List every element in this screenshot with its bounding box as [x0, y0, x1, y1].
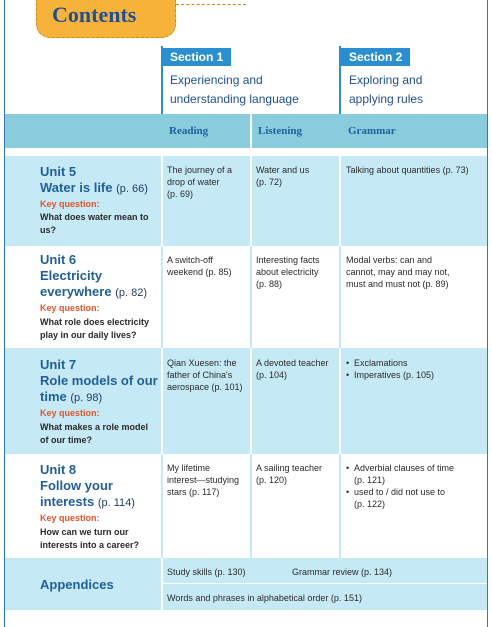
unit6-name-text: everywhere — [40, 284, 112, 299]
unit8-page: (p. 114) — [97, 497, 135, 509]
unit7-reading — [167, 357, 243, 393]
unit7-key-question-line1: What makes a role model — [40, 422, 149, 432]
unit7-listening-line: (p. 104) — [256, 370, 288, 380]
column-listening: Listening — [258, 125, 303, 137]
unit6-number: Unit 6 — [40, 252, 77, 267]
column-header-band — [5, 114, 487, 148]
unit5-grammar — [346, 164, 469, 176]
decorative-dashed-line — [176, 4, 246, 5]
unit8-key-question-line1: How can we turn our — [40, 527, 129, 537]
unit7-number: Unit 7 — [40, 357, 77, 372]
unit7-reading-line: father of China's — [167, 370, 233, 380]
unit5-reading — [167, 164, 232, 200]
unit5-page: (p. 66) — [116, 183, 148, 195]
unit5-reading-line: (p. 69) — [167, 189, 194, 199]
unit7-listening-line: A devoted teacher — [256, 358, 329, 368]
unit6-listening-line: about electricity — [256, 267, 319, 277]
appendix-grammar-review: Grammar review (p. 134) — [292, 567, 393, 577]
unit8-key-question-line2: interests into a career? — [40, 540, 140, 550]
unit7-page: (p. 98) — [70, 392, 103, 404]
unit5-listening-line: (p. 72) — [256, 177, 283, 187]
list-item-text: (p. 122) — [354, 499, 386, 509]
unit8-grammar-list — [346, 462, 454, 510]
unit8-reading-line: stars (p. 117) — [167, 487, 220, 497]
unit7-name-text: time — [40, 389, 67, 404]
row-separator — [161, 558, 163, 610]
unit8-name-line1: Follow your — [40, 478, 113, 493]
unit5-reading-line: drop of water — [167, 177, 220, 187]
unit7-name-line1: Role models of our — [40, 373, 158, 388]
unit6-reading-line: A switch-off — [167, 255, 213, 265]
unit7-reading-line: aerospace (p. 101) — [167, 382, 243, 392]
page-title: Contents — [52, 2, 137, 27]
unit6-grammar-line: Modal verbs: can and — [346, 255, 433, 265]
unit6-reading-line: weekend (p. 85) — [167, 267, 232, 277]
section1-badge: Section 1 — [162, 48, 231, 66]
unit6-name-line1: Electricity — [40, 268, 103, 283]
unit7-listening — [256, 357, 329, 381]
section1-title-line2: understanding language — [170, 92, 299, 106]
unit6-page: (p. 82) — [115, 287, 147, 299]
unit5-reading-line: The journey of a — [167, 165, 233, 175]
row-separator — [250, 454, 252, 558]
unit6-listening-line: (p. 88) — [256, 279, 283, 289]
unit5-listening — [256, 164, 309, 188]
row-separator — [161, 454, 163, 558]
unit5-listening-line: Water and us — [256, 165, 310, 175]
band-gap — [5, 148, 487, 156]
section2-badge: Section 2 — [341, 48, 410, 66]
unit5-name-text: Water is life — [40, 180, 113, 195]
unit6-grammar-line: must and must not (p. 89) — [346, 279, 449, 289]
appendix-words-phrases: Words and phrases in alphabetical order (p. 151) — [167, 593, 362, 603]
row-separator — [161, 156, 163, 246]
unit7-reading-line: Qian Xuesen: the — [167, 358, 237, 368]
row-separator — [250, 156, 252, 246]
row-separator — [250, 246, 252, 348]
column-reading: Reading — [169, 125, 209, 137]
unit5-key-question-label: Key question: — [40, 199, 100, 209]
row-separator — [161, 348, 163, 454]
unit5-name — [40, 180, 148, 197]
list-item — [346, 462, 454, 486]
appendix-study-skills: Study skills (p. 130) — [167, 567, 246, 577]
row-separator — [339, 348, 341, 454]
unit8-grammar — [346, 462, 454, 510]
unit8-listening-line: A sailing teacher — [256, 463, 323, 473]
unit6-reading — [167, 254, 232, 278]
unit8-key-question-label: Key question: — [40, 513, 100, 523]
unit5-key-question-line2: us? — [40, 225, 57, 235]
row-separator — [339, 246, 341, 348]
unit5-number: Unit 5 — [40, 164, 77, 179]
unit6-key-question-line2: play in our daily lives? — [40, 330, 137, 340]
unit6-grammar-line: cannot, may and may not, — [346, 267, 450, 277]
list-item: • Exclamations — [346, 357, 434, 369]
unit8-reading-line: My lifetime — [167, 463, 211, 473]
row-separator — [250, 348, 252, 454]
unit5-key-question-line1: What does water mean to — [40, 212, 149, 222]
unit6-listening — [256, 254, 320, 290]
unit6-listening-line: Interesting facts — [256, 255, 320, 265]
list-item-text: used to / did not use to — [354, 487, 446, 497]
unit7-key-question-line2: of our time? — [40, 435, 92, 445]
unit8-reading — [167, 462, 239, 498]
unit7-key-question-label: Key question: — [40, 408, 100, 418]
column-grammar: Grammar — [348, 125, 396, 137]
unit7-grammar-list — [346, 357, 434, 381]
unit8-reading-line: interest—studying — [167, 475, 240, 485]
section2-title-line2: applying rules — [349, 92, 424, 106]
unit7-grammar — [346, 357, 434, 381]
unit8-name-line2 — [40, 494, 135, 511]
unit6-name-line2 — [40, 284, 147, 301]
list-item-text: Adverbial clauses of time — [354, 463, 455, 473]
row-separator — [339, 156, 341, 246]
appendices-divider — [162, 583, 487, 584]
unit8-listening-line: (p. 120) — [256, 475, 288, 485]
list-item — [346, 486, 454, 510]
unit6-key-question-label: Key question: — [40, 303, 100, 313]
row-separator — [161, 246, 163, 348]
row-separator — [339, 454, 341, 558]
list-item: • Imperatives (p. 105) — [346, 369, 434, 381]
unit8-name-text: interests — [40, 494, 95, 509]
unit7-name-line2 — [40, 389, 102, 406]
section2-title-line1: Exploring and — [349, 73, 423, 87]
unit5-grammar-line: Talking about quantities (p. 73) — [346, 165, 469, 175]
list-item-text: (p. 121) — [354, 475, 386, 485]
appendices-title: Appendices — [40, 577, 114, 592]
section1-title-line1: Experiencing and — [170, 73, 263, 87]
band-separator — [250, 114, 252, 148]
unit6-grammar — [346, 254, 450, 290]
unit6-key-question-line1: What role does electricity — [40, 317, 150, 327]
unit8-number: Unit 8 — [40, 462, 77, 477]
unit8-listening — [256, 462, 322, 486]
